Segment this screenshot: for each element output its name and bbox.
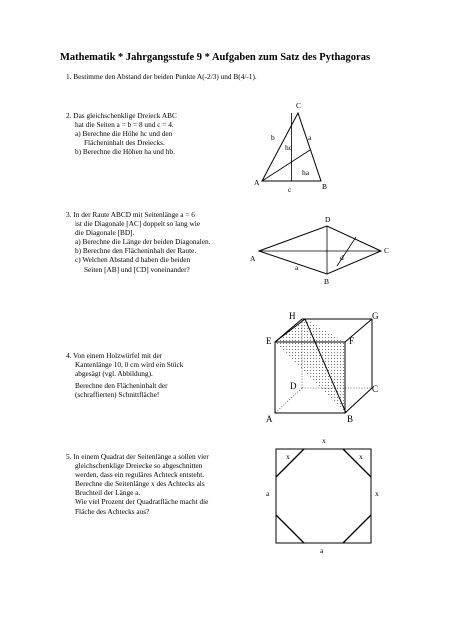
- vertex-b-label: B: [347, 414, 354, 424]
- vertex-a-label: A: [266, 414, 273, 424]
- vertex-e-label: E: [266, 336, 272, 346]
- side-a-label: a: [295, 263, 299, 272]
- task-3-line: 3. In der Raute ABCD mit Seitenlänge a = 6: [66, 210, 195, 219]
- vertex-c-label: C: [372, 384, 379, 394]
- vertex-h-label: H: [289, 311, 296, 321]
- vertex-a-label: A: [254, 178, 260, 187]
- vertex-f-label: F: [349, 336, 355, 346]
- square-side-a-label: a: [320, 546, 324, 555]
- side-a-label: a: [308, 133, 312, 142]
- page-title: Mathematik * Jahrgangsstufe 9 * Aufgaben zum Satz des Pythagoras: [60, 52, 371, 63]
- vertex-g-label: G: [372, 311, 379, 321]
- task-4-line: 4. Von einem Holzwürfel mit der: [66, 351, 163, 360]
- task-4-line: abgesägt (vgl. Abbildung).: [75, 369, 153, 379]
- task-4-line: Kantenlänge 10, 0 cm wird ein Stück: [75, 360, 184, 370]
- vertex-d-label: D: [290, 381, 297, 391]
- task-2-line: Flächeninhalt des Dreiecks.: [84, 138, 165, 148]
- task-5-line: Berechne die Seitenlänge x des Achtecks als: [75, 479, 205, 489]
- task-2-line: b) Berechne die Höhen ha und hb.: [75, 147, 175, 157]
- distance-d-label: d: [340, 253, 344, 262]
- task-3-line: Seiten [AB] und [CD] voneinander?: [84, 264, 190, 274]
- task-2-line: a) Berechne die Höhe hc und den: [75, 129, 173, 139]
- side-b-label: b: [271, 133, 275, 142]
- task-3-line: die Diagonale [BD].: [75, 228, 135, 238]
- task-3-line: a) Berechne die Länge der beiden Diagonalen.: [75, 237, 211, 247]
- task-4-line: Berechne den Flächeninhalt der: [75, 381, 168, 391]
- task-5-line: werden, dass ein reguläres Achteck entsteht.: [75, 470, 205, 480]
- task-4-line: (schraffierten) Schnittfläche!: [75, 390, 160, 400]
- task-5-line: Fläche des Achtecks aus?: [75, 506, 150, 516]
- vertex-b-label: B: [324, 277, 330, 286]
- octagon-side-x-label: x: [359, 452, 363, 461]
- task-2-line: 2. Das gleichschenklige Dreieck ABC: [66, 111, 177, 120]
- task-5-line: 5. In einem Quadrat der Seitenlänge a sollen vier: [66, 452, 209, 461]
- vertex-a-label: A: [250, 254, 256, 263]
- octagon-side-x-label: x: [322, 436, 326, 445]
- vertex-b-label: B: [322, 182, 328, 191]
- height-hc-label: hc: [285, 143, 293, 152]
- task-3-line: c) Welchen Abstand d haben die beiden: [75, 255, 191, 265]
- task-3-line: ist die Diagonale [AC] doppelt so lang wie: [75, 219, 201, 229]
- height-ha-label: ha: [302, 168, 310, 177]
- task-2-line: hat die Seiten a = b = 8 und c = 4.: [75, 120, 174, 130]
- square-side-a-label: a: [266, 489, 270, 498]
- octagon-side-x-label: x: [286, 452, 290, 461]
- task-5-line: gleichschenklige Dreiecke so abgeschnitten: [75, 461, 203, 471]
- task-3-line: b) Berechne den Flächeninhalt der Raute.: [75, 246, 197, 256]
- side-c-label: c: [288, 185, 292, 194]
- task-5-line: Wie viel Prozent der Quadratfläche macht die: [75, 497, 209, 507]
- task-1-text: 1. Bestimme den Abstand der beiden Punkte A(-2/3) und B(4/-1).: [66, 72, 257, 81]
- vertex-c-label: C: [384, 246, 390, 255]
- octagon-side-x-label: x: [375, 489, 379, 498]
- vertex-d-label: D: [325, 215, 331, 224]
- task-5-line: Bruchteil der Länge a.: [75, 488, 141, 498]
- vertex-c-label: C: [296, 101, 302, 110]
